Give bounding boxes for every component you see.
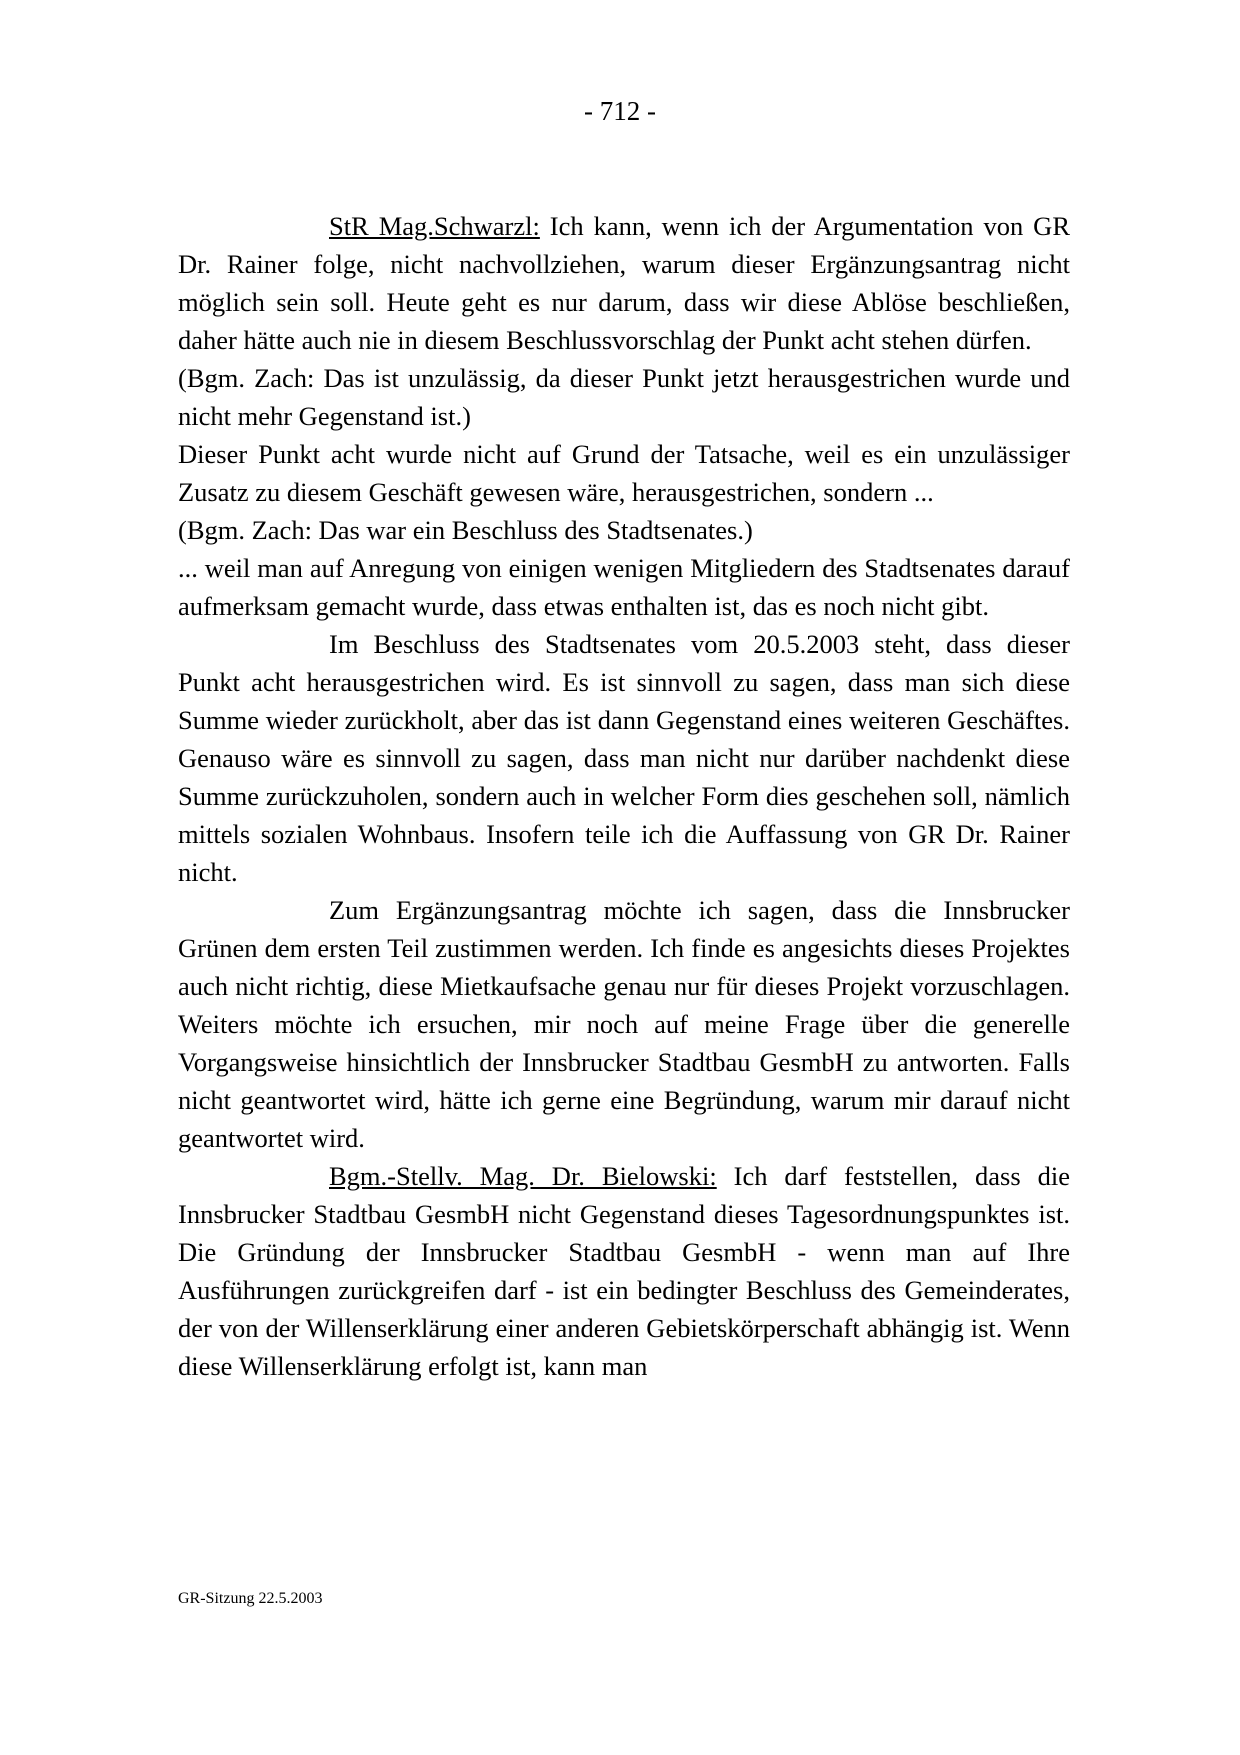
paragraph-text: Ich kann, wenn ich der Argumentation von GR Dr. Rainer folge, nicht nachvollziehen, warum dieser Ergänzungsantrag nicht möglich sein soll. Heute geht es nur darum, dass wir diese Ablöse beschließen, daher hätte auch nie in diesem Beschlussvorschlag der Punkt acht stehen dürfen. — [178, 211, 1070, 355]
paragraph-continuation: Dieser Punkt acht wurde nicht auf Grund der Tatsache, weil es ein unzulässiger Zusatz zu diesem Geschäft gewesen wäre, herausgestrichen, sondern ... — [178, 439, 1070, 507]
interjection-zach-1: (Bgm. Zach: Das ist unzulässig, da dieser Punkt jetzt herausgestrichen wurde und nicht mehr Gegenstand ist.) — [178, 363, 1070, 431]
paragraph-ergaenzungsantrag: Zum Ergänzungsantrag möchte ich sagen, dass die Innsbrucker Grünen dem ersten Teil zustimmen werden. Ich finde es angesichts dieses Projektes auch nicht richtig, diese Mietkaufsache genau nur für dieses Projekt vorzuschlagen. Weiters möchte ich ersuchen, mir noch auf meine Frage über die generelle Vorgangsweise hinsichtlich der Innsbrucker Stadtbau GesmbH zu antworten. Falls nicht geantwortet wird, hätte ich gerne eine Begründung, warum mir darauf nicht geantwortet wird. — [178, 895, 1070, 1153]
paragraph-text: Ich darf feststellen, dass die Innsbrucker Stadtbau GesmbH nicht Gegenstand dieses Tagesordnungspunktes ist. Die Gründung der Innsbrucker Stadtbau GesmbH - wenn man auf Ihre Ausführungen zurückgreifen darf - ist ein bedingter Beschluss des Gemeinderates, der von der Willenserklärung einer anderen Gebietskörperschaft abhängig ist. Wenn diese Willenserklärung erfolgt ist, kann man — [178, 1161, 1070, 1381]
paragraph-bielowski — [178, 1157, 1070, 1385]
page-number: - 712 - — [584, 96, 656, 126]
paragraph-beschluss: Im Beschluss des Stadtsenates vom 20.5.2003 steht, dass dieser Punkt acht herausgestrichen wird. Es ist sinnvoll zu sagen, dass man sich diese Summe wieder zurückholt, aber das ist dann Gegenstand eines weiteren Geschäftes. Genauso wäre es sinnvoll zu sagen, dass man nicht nur darüber nachdenkt diese Summe zurückzuholen, sondern auch in welcher Form dies geschehen soll, nämlich mittels sozialen Wohnbaus. Insofern teile ich die Auffassung von GR Dr. Rainer nicht. — [178, 629, 1070, 887]
paragraph-continuation-2: ... weil man auf Anregung von einigen wenigen Mitgliedern des Stadtsenates darauf aufmerksam gemacht wurde, dass etwas enthalten ist, das es noch nicht gibt. — [178, 553, 1070, 621]
footer-session-date: GR-Sitzung 22.5.2003 — [178, 1590, 323, 1607]
speaker-name: StR Mag.Schwarzl: — [329, 211, 540, 241]
document-body — [178, 207, 1070, 1385]
interjection-zach-2: (Bgm. Zach: Das war ein Beschluss des Stadtsenates.) — [178, 515, 753, 545]
paragraph-schwarzl — [178, 207, 1070, 359]
speaker-name: Bgm.-Stellv. Mag. Dr. Bielowski: — [329, 1161, 717, 1191]
